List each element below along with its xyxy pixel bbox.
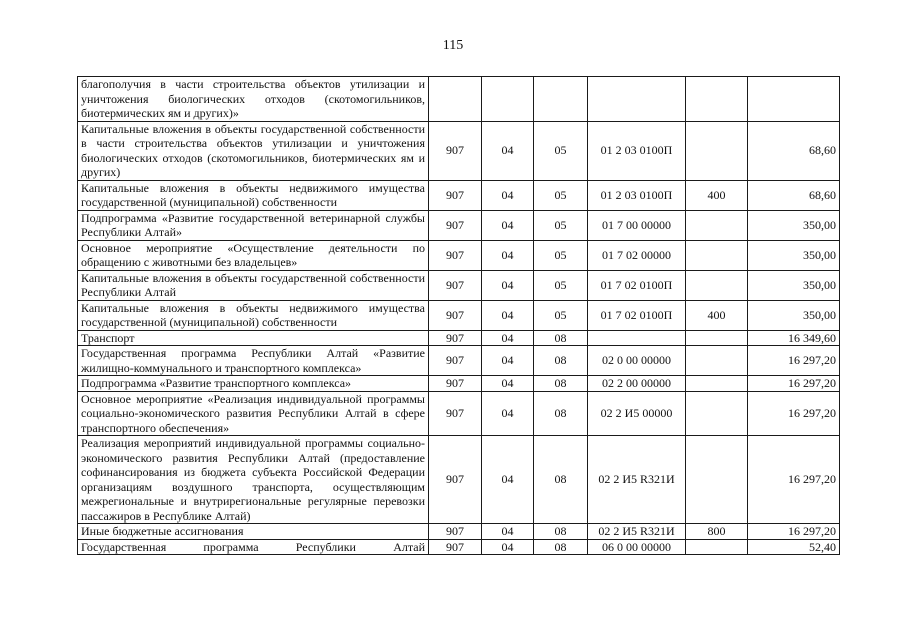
row-section-cell: 04 bbox=[482, 240, 534, 270]
row-admin-code-cell: 907 bbox=[429, 436, 482, 524]
row-name-cell: Иные бюджетные ассигнования bbox=[78, 524, 429, 540]
row-name-cell: Реализация мероприятий индивидуальной программы социально-экономического развития Республики Алтай (предоставление софинансирования из бюджета субъекта Российской Федерации организациям воздушного транспорта, осуществляющим межрегиональные и внутрирегиональные регулярные перевозки пассажиров в Республике Алтай) bbox=[78, 436, 429, 524]
row-amount-cell: 16 297,20 bbox=[748, 376, 840, 392]
row-name-cell: Подпрограмма «Развитие государственной ветеринарной службы Республики Алтай» bbox=[78, 210, 429, 240]
row-target-article-cell: 02 2 И5 R321И bbox=[588, 436, 686, 524]
row-amount-cell: 52,40 bbox=[748, 539, 840, 555]
row-admin-code-cell: 907 bbox=[429, 391, 482, 436]
row-admin-code-cell: 907 bbox=[429, 180, 482, 210]
row-expense-type-cell bbox=[686, 210, 748, 240]
row-section-cell: 04 bbox=[482, 524, 534, 540]
row-section-cell: 04 bbox=[482, 391, 534, 436]
row-expense-type-cell bbox=[686, 240, 748, 270]
budget-table-body bbox=[78, 77, 840, 555]
row-section-cell: 04 bbox=[482, 330, 534, 346]
budget-table bbox=[77, 76, 840, 555]
row-expense-type-cell bbox=[686, 391, 748, 436]
row-target-article-cell bbox=[588, 77, 686, 122]
row-section-cell: 04 bbox=[482, 539, 534, 555]
page-number: 115 bbox=[442, 38, 464, 53]
row-target-article-cell: 02 2 И5 00000 bbox=[588, 391, 686, 436]
row-subsection-cell: 08 bbox=[534, 436, 588, 524]
row-target-article-cell bbox=[588, 330, 686, 346]
row-amount-cell: 16 297,20 bbox=[748, 391, 840, 436]
row-admin-code-cell: 907 bbox=[429, 524, 482, 540]
table-row bbox=[78, 346, 840, 376]
row-admin-code-cell: 907 bbox=[429, 121, 482, 180]
table-row bbox=[78, 524, 840, 540]
row-amount-cell: 16 297,20 bbox=[748, 346, 840, 376]
row-target-article-cell: 01 2 03 0100П bbox=[588, 121, 686, 180]
row-target-article-cell: 02 0 00 00000 bbox=[588, 346, 686, 376]
table-row bbox=[78, 240, 840, 270]
row-section-cell: 04 bbox=[482, 210, 534, 240]
row-target-article-cell: 01 7 02 0100П bbox=[588, 270, 686, 300]
row-amount-cell: 350,00 bbox=[748, 270, 840, 300]
row-section-cell: 04 bbox=[482, 180, 534, 210]
row-subsection-cell: 08 bbox=[534, 376, 588, 392]
row-admin-code-cell: 907 bbox=[429, 300, 482, 330]
row-name-cell: Капитальные вложения в объекты государственной собственности в части строительства объектов утилизации и уничтожения биологических отходов (скотомогильников, биотермических ям и других) bbox=[78, 121, 429, 180]
table-row bbox=[78, 376, 840, 392]
table-row bbox=[78, 270, 840, 300]
row-admin-code-cell: 907 bbox=[429, 539, 482, 555]
row-amount-cell: 350,00 bbox=[748, 240, 840, 270]
row-amount-cell: 68,60 bbox=[748, 180, 840, 210]
row-amount-cell: 16 297,20 bbox=[748, 524, 840, 540]
row-subsection-cell: 08 bbox=[534, 346, 588, 376]
row-section-cell: 04 bbox=[482, 121, 534, 180]
table-row bbox=[78, 210, 840, 240]
row-section-cell: 04 bbox=[482, 376, 534, 392]
row-admin-code-cell: 907 bbox=[429, 210, 482, 240]
row-subsection-cell: 05 bbox=[534, 180, 588, 210]
row-expense-type-cell bbox=[686, 121, 748, 180]
row-admin-code-cell: 907 bbox=[429, 346, 482, 376]
row-target-article-cell: 01 7 02 00000 bbox=[588, 240, 686, 270]
table-row bbox=[78, 391, 840, 436]
row-amount-cell: 68,60 bbox=[748, 121, 840, 180]
table-row bbox=[78, 77, 840, 122]
row-subsection-cell: 05 bbox=[534, 210, 588, 240]
row-expense-type-cell bbox=[686, 376, 748, 392]
row-target-article-cell: 01 7 02 0100П bbox=[588, 300, 686, 330]
row-subsection-cell: 08 bbox=[534, 391, 588, 436]
row-expense-type-cell bbox=[686, 77, 748, 122]
row-section-cell: 04 bbox=[482, 436, 534, 524]
row-expense-type-cell bbox=[686, 346, 748, 376]
row-name-cell: Основное мероприятие «Реализация индивидуальной программы социально-экономического развития Республики Алтай в сфере транспортного обеспечения» bbox=[78, 391, 429, 436]
row-amount-cell: 16 349,60 bbox=[748, 330, 840, 346]
row-section-cell: 04 bbox=[482, 300, 534, 330]
table-row bbox=[78, 539, 840, 555]
row-name-cell: Государственная программа Республики Алтай «Развитие жилищно-коммунального и транспортного комплекса» bbox=[78, 346, 429, 376]
row-amount-cell: 16 297,20 bbox=[748, 436, 840, 524]
row-target-article-cell: 06 0 00 00000 bbox=[588, 539, 686, 555]
row-subsection-cell: 08 bbox=[534, 539, 588, 555]
row-subsection-cell: 05 bbox=[534, 300, 588, 330]
row-target-article-cell: 01 2 03 0100П bbox=[588, 180, 686, 210]
row-section-cell: 04 bbox=[482, 346, 534, 376]
row-subsection-cell: 05 bbox=[534, 270, 588, 300]
row-expense-type-cell bbox=[686, 270, 748, 300]
table-row bbox=[78, 300, 840, 330]
row-name-cell: Капитальные вложения в объекты недвижимого имущества государственной (муниципальной) собственности bbox=[78, 180, 429, 210]
row-section-cell: 04 bbox=[482, 270, 534, 300]
row-admin-code-cell: 907 bbox=[429, 330, 482, 346]
row-name-cell: Капитальные вложения в объекты государственной собственности Республики Алтай bbox=[78, 270, 429, 300]
row-admin-code-cell: 907 bbox=[429, 240, 482, 270]
row-expense-type-cell bbox=[686, 539, 748, 555]
row-name-cell: благополучия в части строительства объектов утилизации и уничтожения биологических отходов (скотомогильников, биотермических ям и других)» bbox=[78, 77, 429, 122]
row-expense-type-cell: 800 bbox=[686, 524, 748, 540]
row-subsection-cell: 08 bbox=[534, 330, 588, 346]
row-admin-code-cell: 907 bbox=[429, 270, 482, 300]
row-name-cell: Транспорт bbox=[78, 330, 429, 346]
row-amount-cell bbox=[748, 77, 840, 122]
row-target-article-cell: 02 2 И5 R321И bbox=[588, 524, 686, 540]
row-amount-cell: 350,00 bbox=[748, 300, 840, 330]
row-name-cell: Подпрограмма «Развитие транспортного комплекса» bbox=[78, 376, 429, 392]
row-amount-cell: 350,00 bbox=[748, 210, 840, 240]
row-admin-code-cell: 907 bbox=[429, 376, 482, 392]
row-expense-type-cell: 400 bbox=[686, 180, 748, 210]
row-subsection-cell: 05 bbox=[534, 240, 588, 270]
row-admin-code-cell bbox=[429, 77, 482, 122]
table-row bbox=[78, 436, 840, 524]
row-expense-type-cell bbox=[686, 330, 748, 346]
table-row bbox=[78, 180, 840, 210]
row-subsection-cell bbox=[534, 77, 588, 122]
row-expense-type-cell bbox=[686, 436, 748, 524]
table-row bbox=[78, 121, 840, 180]
row-target-article-cell: 01 7 00 00000 bbox=[588, 210, 686, 240]
row-name-cell: Капитальные вложения в объекты недвижимого имущества государственной (муниципальной) собственности bbox=[78, 300, 429, 330]
row-expense-type-cell: 400 bbox=[686, 300, 748, 330]
row-section-cell bbox=[482, 77, 534, 122]
table-row bbox=[78, 330, 840, 346]
row-subsection-cell: 05 bbox=[534, 121, 588, 180]
row-subsection-cell: 08 bbox=[534, 524, 588, 540]
row-target-article-cell: 02 2 00 00000 bbox=[588, 376, 686, 392]
row-name-cell: Основное мероприятие «Осуществление деятельности по обращению с животными без владельцев» bbox=[78, 240, 429, 270]
row-name-cell: Государственная программа Республики Алтай bbox=[78, 539, 429, 555]
